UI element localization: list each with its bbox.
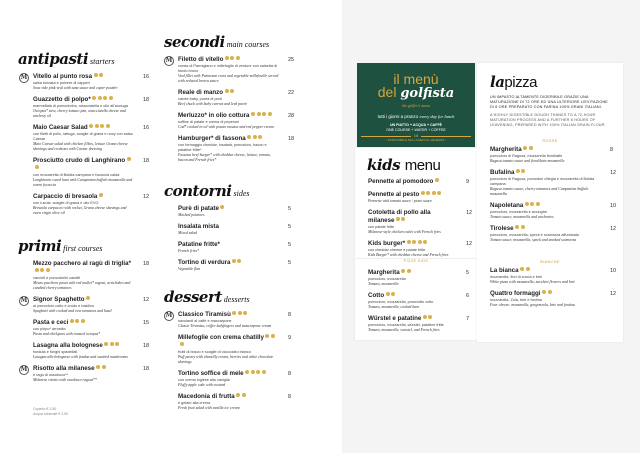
allergen-icon bbox=[407, 240, 411, 244]
section-title: antipasti starters bbox=[18, 50, 115, 68]
allergen-icon bbox=[247, 135, 251, 139]
menu-item bbox=[20, 296, 153, 314]
water-price: Acqua minerale € 2,50 bbox=[33, 412, 69, 416]
item-description-en: Tomato, mozzarella bbox=[368, 282, 399, 286]
allergen-icon bbox=[98, 96, 102, 100]
item-price: 7 bbox=[466, 316, 470, 322]
allergen-icon bbox=[256, 370, 260, 374]
allergen-icon bbox=[245, 370, 249, 374]
item-price: 18 bbox=[143, 261, 150, 267]
antipasti-section bbox=[18, 50, 153, 221]
item-description: salsa tonnata e polvere di capperi bbox=[33, 81, 90, 85]
item-name: Tortino di verdura bbox=[178, 259, 280, 267]
item-description-en: Puff pastry with chantilly cream, berries and white chocolate shavings bbox=[178, 355, 274, 364]
allergen-icon bbox=[428, 315, 432, 319]
item-description: fonduta e funghi spadellati bbox=[33, 350, 78, 354]
divider bbox=[361, 136, 411, 137]
item-name: Carpaccio di bresaola bbox=[33, 193, 135, 201]
contorni-list bbox=[178, 205, 299, 272]
menu-item bbox=[490, 267, 620, 285]
allergen-icon bbox=[89, 124, 93, 128]
item-description: e ragù di ossobuco** bbox=[33, 373, 69, 377]
item-name: Filetto di vitello bbox=[178, 56, 280, 64]
item-name: Vitello al punto rosa bbox=[33, 73, 135, 81]
allergen-icon bbox=[236, 56, 240, 60]
allergen-icon bbox=[94, 73, 98, 77]
contorni-section bbox=[164, 182, 299, 277]
allergen-icon bbox=[271, 334, 275, 338]
kids-title: kids menu bbox=[367, 156, 441, 174]
item-description: con filetti di pollo, lattuga, scaglie di grana e nocy con salsa Caesar bbox=[33, 132, 133, 141]
item-description: carote baby, purea di porri bbox=[178, 97, 223, 101]
cover-charge: Coperto € 2,50 bbox=[33, 407, 57, 411]
menu-item bbox=[20, 365, 153, 383]
menu-item bbox=[368, 315, 476, 333]
item-description: con crema inglese alla vaniglia bbox=[178, 378, 230, 382]
item-description: pomodoro, mozzarella, würstel, patatine fritte bbox=[368, 323, 444, 327]
allergen-icon bbox=[526, 267, 530, 271]
item-description-en: Mixed salad bbox=[178, 231, 198, 235]
item-price: 12 bbox=[143, 297, 150, 303]
item-name: Margherita bbox=[368, 269, 458, 277]
banner-note: • DISPONIBILE DAL LUNEDÌ AL VENERDÌ • bbox=[386, 138, 446, 142]
menu-item bbox=[33, 193, 153, 216]
item-price: 12 bbox=[143, 194, 150, 200]
footer-notes bbox=[33, 407, 68, 417]
intro-it: UN IMPASTO ALTAMENTE DIGERIBILE GRAZIE UNA MATURAZIONE DI 72 ORE ED UNA ULTERIORE LIEVITAZIONE DI 6 ORE PREPARATO CON FARINA 100% GRANI ITALIANI. bbox=[490, 95, 608, 109]
item-price: 9 bbox=[288, 335, 292, 341]
menu-item bbox=[178, 205, 299, 218]
golfer-menu-banner bbox=[357, 63, 475, 147]
item-description-en: Bresaola carpaccio with rocket, Grana cheese shavings and extra virgin olive oil bbox=[33, 206, 127, 215]
item-price: 12 bbox=[610, 291, 617, 297]
menu-item bbox=[368, 178, 476, 186]
menu-item bbox=[165, 56, 299, 84]
item-name: Pennette al pesto bbox=[368, 191, 458, 199]
allergen-icon bbox=[40, 268, 44, 272]
menu-item bbox=[178, 112, 299, 130]
item-name: Bufalina bbox=[490, 169, 602, 177]
allergen-icon bbox=[127, 157, 131, 161]
item-description-en: Veal fillet with Parmesan crust and vegetable millefeuille served with reduced brown sauce bbox=[178, 74, 279, 83]
allergen-icon bbox=[92, 96, 96, 100]
banner-title: il menù del golfista bbox=[377, 71, 455, 101]
rosse-label: ROSSE bbox=[542, 139, 558, 143]
pizza-intro bbox=[490, 95, 608, 128]
item-description: pomodoro di Ragusa, mozzarella fiordilatte bbox=[490, 154, 563, 158]
item-price: 5 bbox=[288, 224, 292, 230]
allergen-icon bbox=[253, 135, 257, 139]
item-name: Margherita bbox=[490, 146, 602, 154]
item-description: con mozzarella di Bufala campana e focaccia calda bbox=[33, 173, 120, 177]
item-price: 18 bbox=[143, 366, 150, 372]
menu-item bbox=[368, 209, 476, 235]
menu-item bbox=[33, 96, 153, 119]
allergen-icon bbox=[251, 112, 255, 116]
allergen-icon bbox=[529, 146, 533, 150]
banner-tagline: the golfer's menu bbox=[402, 103, 430, 108]
item-price: 8 bbox=[288, 312, 292, 318]
item-description: mozzarella, Zola, brie e fontina bbox=[490, 298, 542, 302]
item-price: 12 bbox=[610, 226, 617, 232]
item-price: 5 bbox=[288, 260, 292, 266]
allergen-icon bbox=[418, 240, 422, 244]
item-description-en: Beef chuck with baby carrots and leek purée bbox=[178, 102, 248, 106]
item-description: con rucola, scaglie di grana e olio EVO bbox=[33, 201, 99, 205]
menu-item bbox=[178, 259, 299, 272]
allergen-icon bbox=[95, 124, 99, 128]
pizza-panel bbox=[477, 63, 623, 342]
menu-item bbox=[490, 146, 620, 164]
item-price: 8 bbox=[288, 371, 292, 377]
menu-item bbox=[33, 319, 153, 337]
item-name: Tirolese bbox=[490, 225, 602, 233]
maio-signature-logo-icon: M bbox=[165, 312, 173, 319]
menu-item bbox=[33, 124, 153, 152]
item-description-en: Sous vide pink veal with tuna sauce and caper powder bbox=[33, 86, 118, 90]
item-description-en: Maio Caesar salad with chicken fillets, lettuce Grana cheese shavings and croûtons with Caesar dressing bbox=[33, 142, 128, 151]
dessert-list bbox=[165, 311, 299, 411]
item-description-en: Classic Tiramisu, coffee ladyfingers and mascarpone cream bbox=[178, 324, 272, 328]
maio-signature-logo-icon: M bbox=[165, 57, 173, 64]
kids-pizza-list bbox=[368, 269, 476, 338]
item-description: crosta di Parmigiano e millefoglie di verdure con salsetta di fondo bruno bbox=[178, 64, 277, 73]
allergen-icon bbox=[423, 240, 427, 244]
item-description-en: Tomato, mozzarella, wurstel, and French fries bbox=[368, 328, 440, 332]
item-description: con cheddar cheese e patate fritte bbox=[368, 248, 426, 252]
menu-item bbox=[178, 334, 299, 365]
item-name: Merluzzo* in olio cottura bbox=[178, 112, 280, 120]
allergen-icon bbox=[230, 56, 234, 60]
item-price: 5 bbox=[288, 206, 292, 212]
rosse-list bbox=[490, 146, 620, 248]
item-description: e gelato alla crema bbox=[178, 401, 211, 405]
item-description-en: Ragusa tomato sauce, cherry tomatoes and Campanian buffalo mozzarella bbox=[490, 187, 589, 196]
allergen-icon bbox=[530, 202, 534, 206]
item-price: 18 bbox=[143, 97, 150, 103]
item-name: Millefoglie con crema chatilly bbox=[178, 334, 280, 350]
item-description-en: Mashed potatoes bbox=[178, 213, 205, 217]
item-price: 8 bbox=[610, 147, 614, 153]
item-description: pomodoro, mozzarella, speck e scamorza affumicata bbox=[490, 233, 579, 237]
item-description: pomodoro, mozzarella, prosciutto cotto bbox=[368, 300, 434, 304]
item-price: 28 bbox=[288, 113, 295, 119]
allergen-icon bbox=[225, 56, 229, 60]
item-price: 6 bbox=[466, 293, 470, 299]
antipasti-list bbox=[20, 73, 153, 216]
allergen-icon bbox=[521, 225, 525, 229]
menu-item bbox=[178, 241, 299, 254]
menu-item bbox=[368, 292, 476, 310]
item-price: 10 bbox=[610, 203, 617, 209]
allergen-icon bbox=[423, 315, 427, 319]
allergen-icon bbox=[257, 112, 261, 116]
item-description: frutti di bosco e scaglie di cioccolato bianco bbox=[178, 350, 251, 354]
item-name: Prosciutto crudo di Langhirano bbox=[33, 157, 135, 173]
allergen-icon bbox=[251, 370, 255, 374]
item-price: 9 bbox=[466, 179, 470, 185]
item-name: Signor Spaghetto bbox=[33, 296, 135, 304]
item-price: 12 bbox=[466, 210, 473, 216]
item-description: con formaggio cheddar, insalata, pomodoro, bacon e patatine fritte* bbox=[178, 143, 267, 152]
item-description: pomodoro, mozzarella e acciughe bbox=[490, 210, 547, 214]
item-name: Cotoletta di pollo alla milanese bbox=[368, 209, 431, 224]
allergen-icon bbox=[99, 73, 103, 77]
item-price: 12 bbox=[610, 170, 617, 176]
kids-menu-panel bbox=[355, 148, 477, 340]
item-name: Insalata mista bbox=[178, 223, 219, 230]
allergen-icon bbox=[237, 259, 241, 263]
item-description-en: Fluffy apple cake with custard bbox=[178, 383, 226, 387]
menu-item bbox=[490, 290, 620, 308]
item-name: Reale di manzo bbox=[178, 89, 280, 97]
item-description: marmellata di pomodorino, stracciatella e olio all'acciuga bbox=[33, 104, 128, 108]
item-name: Cotto bbox=[368, 292, 458, 300]
section-title: secondi main courses bbox=[164, 33, 270, 51]
item-name: Hamburger* di fassona bbox=[178, 135, 280, 143]
menu-item bbox=[165, 311, 299, 329]
allergen-icon bbox=[225, 89, 229, 93]
menu-item bbox=[368, 269, 476, 287]
item-price: 8 bbox=[288, 394, 292, 400]
item-name: Würstel e patatine bbox=[368, 315, 458, 323]
allergen-icon bbox=[35, 268, 39, 272]
item-price: 18 bbox=[288, 136, 295, 142]
item-description-en: Milanese-style chicken cutlet with French fries bbox=[368, 230, 441, 234]
allergen-icon bbox=[236, 393, 240, 397]
item-description: al pomodoro cotto e crudo e basilico bbox=[33, 304, 94, 308]
allergen-icon bbox=[437, 191, 441, 195]
item-description-en: Spaghetti with cooked and raw tomatoes and basil bbox=[33, 309, 112, 313]
menu-item bbox=[368, 240, 476, 258]
item-description-en: Four cheese: mozzarella, gorgonzola, brie and fontina bbox=[490, 303, 575, 307]
allergen-icon bbox=[421, 191, 425, 195]
allergen-icon bbox=[426, 191, 430, 195]
menu-item bbox=[178, 393, 299, 411]
item-name: La bianca bbox=[490, 267, 602, 275]
item-name: Guazzetto di polpo* bbox=[33, 96, 135, 104]
allergen-icon bbox=[432, 191, 436, 195]
item-name: Napoletana bbox=[490, 202, 602, 210]
menu-item bbox=[20, 73, 153, 91]
allergen-icon bbox=[238, 311, 242, 315]
intro-en: A HIGHLY DIGESTIBLE DOUGH THANKS TO A 72-HOUR MATURATION PROCESS AND A FURTHER 6 HOURS OF LEAVENING, PREPARED WITH 100% ITALIAN GRAIN FLOUR. bbox=[490, 113, 606, 127]
item-price: 22 bbox=[288, 90, 295, 96]
primi-section bbox=[18, 237, 153, 388]
item-price: 15 bbox=[143, 320, 150, 326]
allergen-icon bbox=[115, 342, 119, 346]
bianche-list bbox=[490, 267, 620, 313]
item-price: 16 bbox=[143, 74, 150, 80]
item-description: soffice di patate e crema di peperoni bbox=[178, 120, 240, 124]
allergen-icon bbox=[265, 334, 269, 338]
allergen-icon bbox=[516, 169, 520, 173]
item-name: Lasagna alla bolognese bbox=[33, 342, 135, 350]
menu-item bbox=[178, 370, 299, 388]
allergen-icon bbox=[258, 135, 262, 139]
item-name: Tortino soffice di mele bbox=[178, 370, 280, 378]
item-description-en: White pizza with mozzarella, zucchini flowers and brie bbox=[490, 280, 576, 284]
menu-item bbox=[490, 169, 620, 197]
menu-item bbox=[33, 260, 153, 291]
item-name: Risotto alla milanese bbox=[33, 365, 135, 373]
allergen-icon bbox=[401, 269, 405, 273]
bianche-label: BIANCHE bbox=[540, 260, 560, 264]
item-name: Quattro formaggi bbox=[490, 290, 602, 298]
item-name: Mezzo pacchero al ragù di triglia* bbox=[33, 260, 135, 276]
allergen-icon bbox=[99, 193, 103, 197]
section-title: contorni sides bbox=[164, 182, 250, 200]
allergen-icon bbox=[401, 217, 405, 221]
allergen-icon bbox=[35, 165, 39, 169]
banner-price: 18 bbox=[413, 133, 419, 138]
kids-list bbox=[368, 178, 476, 263]
allergen-icon bbox=[396, 217, 400, 221]
allergen-icon bbox=[86, 296, 90, 300]
item-name: Pasta e ceci bbox=[33, 319, 135, 327]
divider bbox=[421, 136, 471, 137]
allergen-icon bbox=[232, 259, 236, 263]
item-price: 18 bbox=[143, 158, 150, 164]
item-description-en: French fries* bbox=[178, 249, 199, 253]
item-description: mozzarella, fiori di zucca e brie bbox=[490, 275, 543, 279]
item-description: con polpo* arrostito bbox=[33, 327, 66, 331]
menu-item bbox=[33, 157, 153, 188]
allergen-icon bbox=[412, 240, 416, 244]
menu-item bbox=[33, 342, 153, 360]
allergen-icon bbox=[548, 290, 552, 294]
section-title: primi first courses bbox=[18, 237, 103, 255]
allergen-icon bbox=[523, 146, 527, 150]
item-price: 5 bbox=[466, 270, 470, 276]
allergen-icon bbox=[435, 178, 439, 182]
allergen-icon bbox=[521, 169, 525, 173]
item-description-en: Langhirano cured ham with Campanian buffalo mozzarella and warm focaccia bbox=[33, 178, 133, 187]
section-title: dessert desserts bbox=[164, 288, 250, 306]
allergen-icon bbox=[102, 365, 106, 369]
item-description: con patate fritte bbox=[368, 225, 395, 229]
allergen-icon bbox=[180, 342, 184, 346]
allergen-icon bbox=[70, 319, 74, 323]
allergen-icon bbox=[230, 89, 234, 93]
item-name: Kids burger* bbox=[368, 240, 458, 248]
allergen-icon bbox=[109, 96, 113, 100]
allergen-icon bbox=[407, 269, 411, 273]
item-description-en: Tomato, mozzarella, cooked ham bbox=[368, 305, 420, 309]
item-description: savoiardi al caffè e mascarpone bbox=[178, 319, 232, 323]
banner-line: tutti i giorni a pranzo every day for lunch bbox=[377, 114, 455, 119]
item-name: Macedonia di frutta bbox=[178, 393, 280, 401]
item-description-en: Octopus* stew, cherry tomato jam, stracciatella cheese and anchovy oil bbox=[33, 109, 126, 118]
item-description: pomodoro di Ragusa, pomodori ciliegia e mozzarella di Bufala campana bbox=[490, 177, 595, 186]
allergen-icon bbox=[46, 268, 50, 272]
item-price: 12 bbox=[466, 241, 473, 247]
allergen-icon bbox=[391, 292, 395, 296]
menu-item bbox=[368, 191, 476, 204]
allergen-icon bbox=[103, 96, 107, 100]
allergen-icon bbox=[242, 393, 246, 397]
allergen-icon bbox=[243, 311, 247, 315]
allergen-icon bbox=[75, 319, 79, 323]
item-description-en: Tomato sauce, mozzarella, speck and smoked scamorza bbox=[490, 238, 577, 242]
item-description-en: Vegetable flan bbox=[178, 267, 201, 271]
item-description-en: Pennette with tomato sauce / pesto sauce bbox=[368, 199, 432, 203]
allergen-icon bbox=[81, 319, 85, 323]
menu-item bbox=[178, 223, 299, 236]
allergen-icon bbox=[520, 267, 524, 271]
allergen-icon bbox=[542, 290, 546, 294]
maio-signature-logo-icon: M bbox=[20, 74, 28, 81]
item-description-en: Lasagna alla bolognese with fondue and sautéed mushrooms bbox=[33, 355, 128, 359]
allergen-icon bbox=[262, 370, 266, 374]
allergen-icon bbox=[268, 112, 272, 116]
item-description-en: Fassona beef burger* with cheddar cheese, lettuce, tomato, bacon and French fries* bbox=[178, 153, 271, 162]
allergen-icon bbox=[106, 124, 110, 128]
menu-item bbox=[178, 135, 299, 163]
item-description-en: Milanese risotto with ossobuco ragout** bbox=[33, 378, 97, 382]
item-price: 25 bbox=[288, 57, 295, 63]
allergen-icon bbox=[515, 225, 519, 229]
item-description-en: Kids Burger* with cheddar cheese and French fries bbox=[368, 253, 449, 257]
allergen-icon bbox=[96, 365, 100, 369]
dessert-section bbox=[164, 288, 299, 416]
item-description-en: Pasta and chickpeas with roasted octopus* bbox=[33, 332, 101, 336]
item-description-en: Fresh fruit salad with vanilla ice cream bbox=[178, 406, 240, 410]
menu-item bbox=[178, 89, 299, 107]
item-price: 5 bbox=[288, 242, 292, 248]
allergen-icon bbox=[104, 342, 108, 346]
item-description-en: Tomato sauce, mozzarella and anchovies bbox=[490, 215, 554, 219]
menu-item bbox=[490, 225, 620, 243]
item-description: pomodoro, mozzarella bbox=[368, 277, 406, 281]
item-name: Classico Tiramisù bbox=[178, 311, 280, 319]
allergen-icon bbox=[536, 202, 540, 206]
allergen-icon bbox=[100, 124, 104, 128]
primi-list bbox=[20, 260, 153, 383]
secondi-section bbox=[164, 33, 299, 168]
allergen-icon bbox=[110, 342, 114, 346]
allergen-icon bbox=[232, 311, 236, 315]
item-description: carciofi e pomodorini canditi bbox=[33, 276, 81, 280]
banner-combo: UN PIATTO + ACQUA + CAFFÈ ONE COURSE + WATER + COFFEE bbox=[386, 123, 446, 132]
pizze-kids-label: PIZZE KIDS bbox=[355, 258, 477, 263]
item-price: 18 bbox=[143, 343, 150, 349]
maio-signature-logo-icon: M bbox=[20, 366, 28, 373]
menu-item bbox=[490, 202, 620, 220]
item-description-en: Cod* cooked in oil with potato mousse and red pepper cream bbox=[178, 125, 274, 129]
maio-signature-logo-icon: M bbox=[20, 297, 28, 304]
item-price: 10 bbox=[610, 268, 617, 274]
secondi-list bbox=[165, 56, 299, 163]
allergen-icon bbox=[262, 112, 266, 116]
allergen-icon bbox=[525, 202, 529, 206]
item-name: Purè di patate bbox=[178, 205, 280, 213]
item-description-en: Mezzo pacchero pasta with red mullet* ragout, artichokes and candied cherry tomatoes bbox=[33, 281, 131, 290]
item-price: 16 bbox=[143, 125, 150, 131]
item-name: Maio Caesar Salad bbox=[33, 124, 135, 132]
item-name: Pennette al pomodoro bbox=[368, 178, 458, 186]
pizza-title: lapizza bbox=[490, 73, 537, 91]
allergen-icon bbox=[386, 292, 390, 296]
item-description-en: Ragusa tomato sauce and fiordilatte mozzarella bbox=[490, 159, 565, 163]
allergen-icon bbox=[220, 205, 224, 209]
item-name: Patatine fritte* bbox=[178, 241, 220, 248]
